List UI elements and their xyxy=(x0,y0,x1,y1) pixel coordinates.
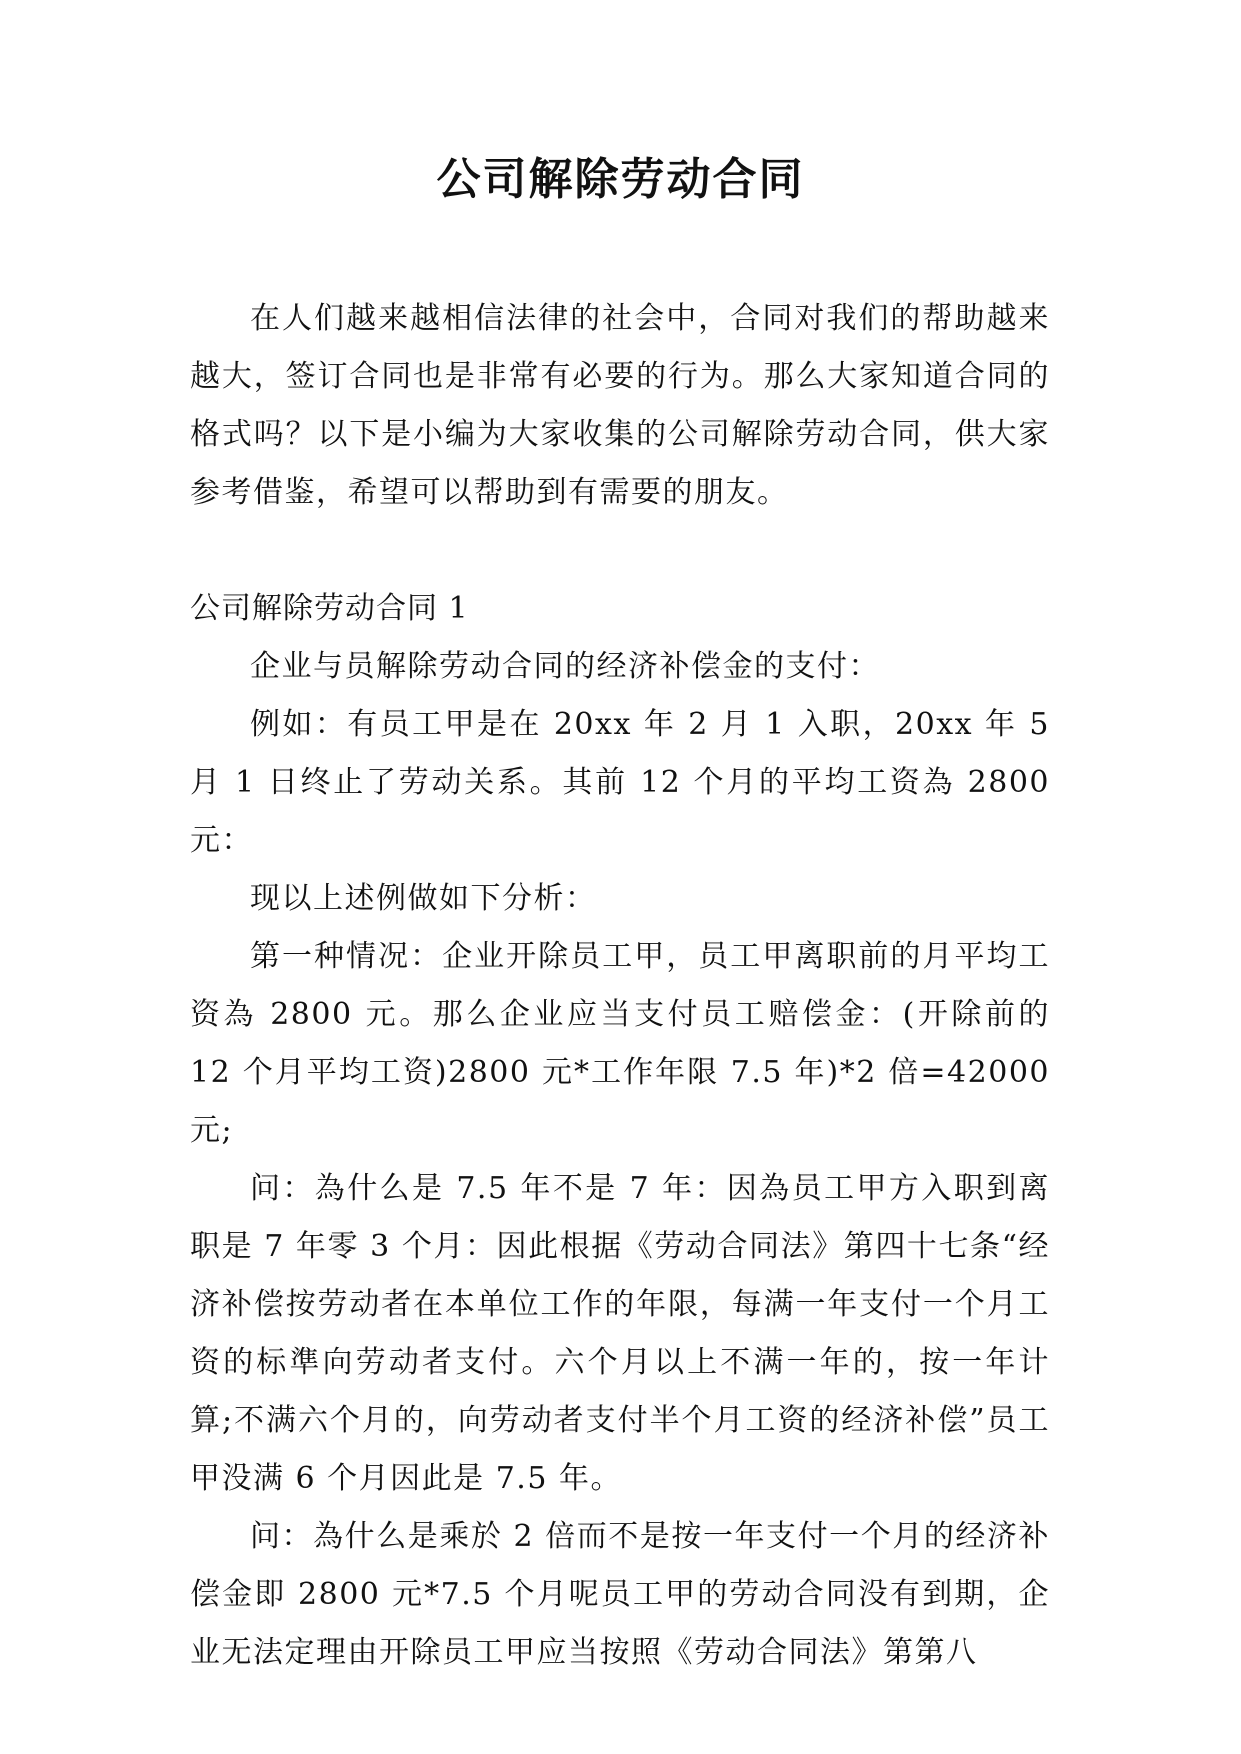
document-title: 公司解除劳动合同 xyxy=(436,154,805,205)
paragraph: 问：為什么是 7.5 年不是 7 年：因為员工甲方入职到离职是 7 年零 3 个月：因此根据《劳动合同法》第四十七条“经济补偿按劳动者在本单位工作的年限，每满一年支付一个月工资的标準向劳动者支付。六个月以上不满一年的，按一年计算;不满六个月的，向劳动者支付半个月工资的经济补偿”员工甲没满 6 个月因此是 7.5 年。 xyxy=(190,1171,1050,1496)
intro-paragraph: 在人们越来越相信法律的社会中，合同对我们的帮助越来越大，签订合同也是非常有必要的行为。那么大家知道合同的格式吗？以下是小编为大家收集的公司解除劳动合同，供大家参考借鉴，希望可以帮助到有需要的朋友。 xyxy=(190,301,1050,510)
paragraph: 例如：有员工甲是在 20xx 年 2 月 1 入职，20xx 年 5 月 1 日终止了劳动关系。其前 12 个月的平均工资為 2800 元： xyxy=(190,707,1050,858)
paragraph: 问：為什么是乘於 2 倍而不是按一年支付一个月的经济补偿金即 2800 元*7.5 个月呢员工甲的劳动合同没有到期，企业无法定理由开除员工甲应当按照《劳动合同法》第第八 xyxy=(190,1519,1050,1670)
paragraph: 现以上述例做如下分析： xyxy=(250,881,597,916)
document-body xyxy=(190,290,1050,1682)
section-heading: 公司解除劳动合同 1 xyxy=(190,591,469,626)
paragraph: 企业与员解除劳动合同的经济补偿金的支付： xyxy=(250,649,880,684)
paragraph: 第一种情况：企业开除员工甲，员工甲离职前的月平均工资為 2800 元。那么企业应当支付员工赔偿金：(开除前的 12 个月平均工资)2800 元*工作年限 7.5 年)*2 倍=42000 元; xyxy=(190,939,1050,1148)
